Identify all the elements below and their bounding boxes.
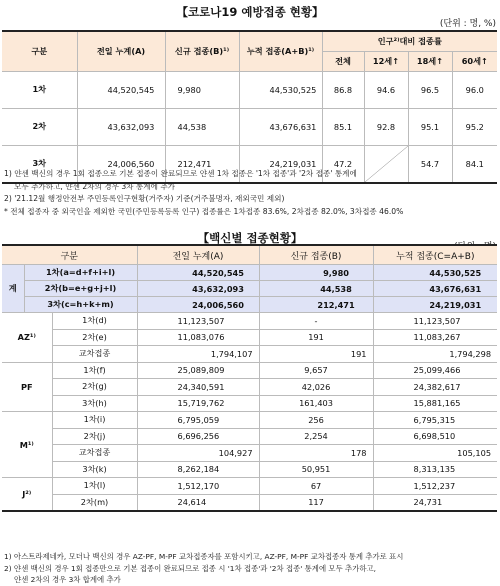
cell-age12: 94.6 — [364, 71, 408, 108]
cell-total: 43,676,631 — [373, 281, 497, 297]
group-j-label: J²⁾ — [2, 478, 52, 512]
group-az-label: AZ¹⁾ — [2, 313, 52, 363]
cell-new: 2,254 — [259, 428, 373, 445]
row-label: 교차접종 — [52, 445, 137, 462]
cell-total: 1,794,298 — [373, 346, 497, 363]
header-new: 신규 접종(B)¹⁾ — [165, 31, 239, 71]
row-label: 2차 — [2, 108, 77, 145]
cell-total: 8,313,135 — [373, 461, 497, 478]
header-cumulative: 전일 누계(A) — [137, 245, 259, 265]
cell-new: 67 — [259, 478, 373, 495]
table-row — [2, 445, 497, 462]
table2-notes — [4, 551, 496, 586]
cell-new: 212,471 — [259, 297, 373, 313]
row-label: 1차(a=d+f+i+l) — [24, 265, 137, 281]
row-label: 1차(d) — [52, 313, 137, 330]
cell-cumulative: 6,795,059 — [137, 412, 259, 429]
table-row — [2, 71, 497, 108]
row-label: 3차(c=h+k+m) — [24, 297, 137, 313]
row-label: 1차 — [2, 71, 77, 108]
table-row — [2, 329, 497, 346]
cell-total: 11,123,507 — [373, 313, 497, 330]
table-row — [2, 379, 497, 396]
table1-unit: (단위 : 명, %) — [439, 19, 496, 29]
cell-new: 178 — [259, 445, 373, 462]
cell-cumulative: 43,632,093 — [77, 108, 165, 145]
row-label: 2차(e) — [52, 329, 137, 346]
cell-all: 47.2 — [322, 145, 364, 183]
cell-total: 44,530,525 — [373, 265, 497, 281]
header-age60: 60세↑ — [452, 51, 497, 71]
cell-cumulative: 11,083,076 — [137, 329, 259, 346]
cell-total: 24,731 — [373, 494, 497, 511]
cell-cumulative: 6,696,256 — [137, 428, 259, 445]
cell-total: 24,382,617 — [373, 379, 497, 396]
cell-new: 42,026 — [259, 379, 373, 396]
header-total: 누적 접종(C=A+B) — [373, 245, 497, 265]
cell-new: 191 — [259, 329, 373, 346]
cell-cumulative: 25,089,809 — [137, 362, 259, 379]
row-label: 교차접종 — [52, 346, 137, 363]
cell-new: 212,471 — [165, 145, 239, 183]
cell-new: 9,657 — [259, 362, 373, 379]
vaccination-status-table — [2, 30, 497, 184]
table-row — [2, 395, 497, 412]
cell-total: 6,795,315 — [373, 412, 497, 429]
cell-new: 117 — [259, 494, 373, 511]
row-label: 1차(i) — [52, 412, 137, 429]
cell-cumulative: 11,123,507 — [137, 313, 259, 330]
note: 1) 얀센 백신의 경우 1회 접종으로 기본 접종이 완료되므로 얀센 1차 접종은 '1차 접종'과 '2차 접종' 통계에 — [4, 169, 357, 178]
cell-new: 256 — [259, 412, 373, 429]
cell-age60: 95.2 — [452, 108, 497, 145]
cell-cumulative: 8,262,184 — [137, 461, 259, 478]
note: 2) '21.12월 행정안전부 주민등록인구현황(거주자) 기준(거주불명자, 재외국민 제외) — [4, 194, 285, 203]
header-gubun: 구분 — [2, 31, 77, 71]
cell-age18: 95.1 — [408, 108, 452, 145]
row-label: 2차(m) — [52, 494, 137, 511]
cell-age12: 92.8 — [364, 108, 408, 145]
table-row — [2, 362, 497, 379]
header-age18: 18세↑ — [408, 51, 452, 71]
table2-title: 【백신별 접종현황】 — [197, 231, 303, 245]
header-age12: 12세↑ — [364, 51, 408, 71]
cell-all: 86.8 — [322, 71, 364, 108]
cell-cumulative: 15,719,762 — [137, 395, 259, 412]
cell-cumulative: 24,006,560 — [137, 297, 259, 313]
vaccine-type-table — [2, 244, 497, 512]
cell-age60: 84.1 — [452, 145, 497, 183]
cell-total: 25,099,466 — [373, 362, 497, 379]
cell-total: 15,881,165 — [373, 395, 497, 412]
cell-new: 9,980 — [259, 265, 373, 281]
group-pf-label: PF — [2, 362, 52, 412]
row-label: 3차(k) — [52, 461, 137, 478]
note: 얀센 2차의 경우 3차 합계에 추가 — [14, 575, 121, 584]
header-total: 누적 접종(A+B)¹⁾ — [239, 31, 322, 71]
cell-new: 50,951 — [259, 461, 373, 478]
header-cumulative: 전일 누계(A) — [77, 31, 165, 71]
table-row — [2, 281, 497, 297]
row-label: 2차(b=e+g+j+l) — [24, 281, 137, 297]
table-row — [2, 265, 497, 281]
cell-new: 191 — [259, 346, 373, 363]
note: 2) 얀센 백신의 경우 1회 접종만으로 기본 접종이 완료되므로 접종 시 '1차 접종'과 '2차 접종' 통계에 모두 추가하고, — [4, 563, 376, 573]
header-gubun: 구분 — [2, 245, 137, 265]
group-m-label: M¹⁾ — [2, 412, 52, 478]
group-total-label: 계 — [2, 265, 24, 313]
table1-notes — [4, 168, 496, 218]
table-row — [2, 297, 497, 313]
note: 1) 아스트라제네카, 모더나 백신의 경우 AZ-PF, M-PF 교차접종자를 포함시키고, AZ-PF, M-PF 교차접종자 통계 추가로 표시 — [4, 552, 404, 561]
cell-total: 11,083,267 — [373, 329, 497, 346]
cell-age18: 54.7 — [408, 145, 452, 183]
table-row — [2, 428, 497, 445]
row-label: 1차(f) — [52, 362, 137, 379]
cell-cumulative: 24,614 — [137, 494, 259, 511]
cell-new: 9,980 — [165, 71, 239, 108]
cell-new: 161,403 — [259, 395, 373, 412]
table-row — [2, 108, 497, 145]
cell-total: 1,512,237 — [373, 478, 497, 495]
table-row — [2, 313, 497, 330]
cell-total: 6,698,510 — [373, 428, 497, 445]
cell-cumulative: 1,512,170 — [137, 478, 259, 495]
row-label: 3차(h) — [52, 395, 137, 412]
cell-cumulative: 24,340,591 — [137, 379, 259, 396]
cell-new: 44,538 — [259, 281, 373, 297]
row-label: 2차(j) — [52, 428, 137, 445]
cell-cumulative: 44,520,545 — [77, 71, 165, 108]
cell-cumulative: 104,927 — [137, 445, 259, 462]
row-label: 2차(g) — [52, 379, 137, 396]
header-all: 전체 — [322, 51, 364, 71]
note: * 전체 접종자 중 외국인을 제외한 국민(주민등록등록 인구) 접종률은 1차접종 83.6%, 2차접종 82.0%, 3차접종 46.0% — [4, 206, 404, 216]
row-label: 3차 — [2, 145, 77, 183]
table-row — [2, 494, 497, 511]
note: 모두 추가하고, 얀센 2차의 경우 3차 통계에 추가 — [14, 181, 176, 191]
cell-total: 105,105 — [373, 445, 497, 462]
table-row — [2, 346, 497, 363]
cell-cumulative: 24,006,560 — [77, 145, 165, 183]
table-row — [2, 412, 497, 429]
cell-total: 43,676,631 — [239, 108, 322, 145]
cell-total: 24,219,031 — [373, 297, 497, 313]
cell-total: 44,530,525 — [239, 71, 322, 108]
cell-cumulative: 44,520,545 — [137, 265, 259, 281]
cell-new: 44,538 — [165, 108, 239, 145]
cell-cumulative: 43,632,093 — [137, 281, 259, 297]
cell-cumulative: 1,794,107 — [137, 346, 259, 363]
cell-total: 24,219,031 — [239, 145, 322, 183]
cell-age60: 96.0 — [452, 71, 497, 108]
table1-title: 【코로나19 예방접종 현황】 — [176, 5, 324, 19]
header-new: 신규 접종(B) — [259, 245, 373, 265]
row-label: 1차(l) — [52, 478, 137, 495]
table-row — [2, 461, 497, 478]
table-row — [2, 478, 497, 495]
header-pop-rate: 인구²⁾대비 접종률 — [322, 31, 497, 51]
cell-age18: 96.5 — [408, 71, 452, 108]
cell-new: - — [259, 313, 373, 330]
cell-all: 85.1 — [322, 108, 364, 145]
